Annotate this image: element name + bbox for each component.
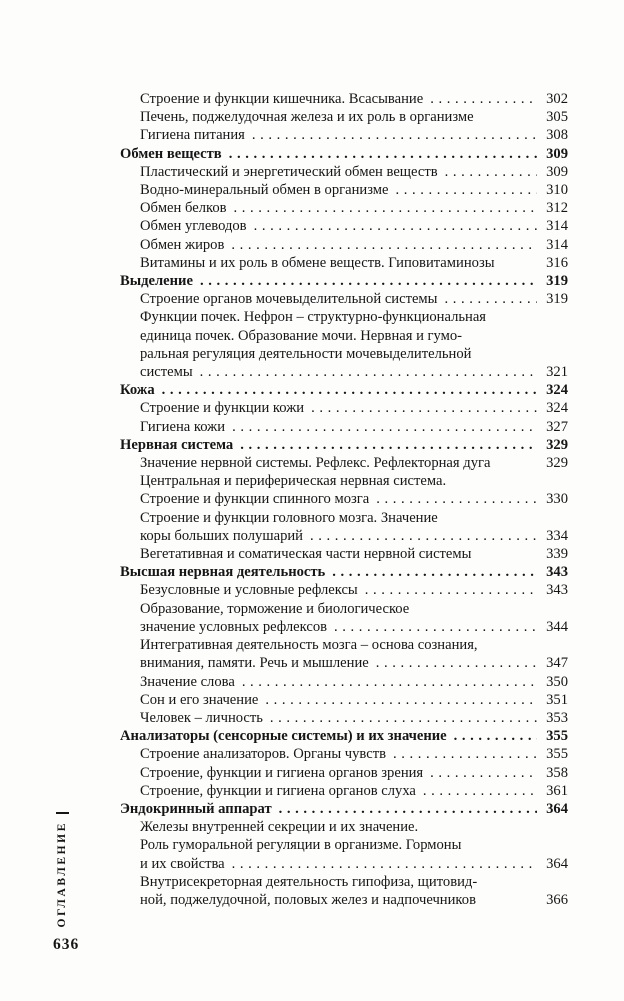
toc-entry [120,126,568,144]
dot-leader [444,290,537,308]
toc-entry-title: Анализаторы (сенсорные системы) и их значение [120,728,447,745]
toc-line [140,490,568,508]
toc-page-number: 353 [546,709,568,726]
dot-leader [254,217,537,235]
toc-entry-title: Пластический и энергетический обмен веществ [140,163,438,180]
toc-page-number: 361 [546,782,568,799]
dot-leader [252,126,537,144]
toc-line [140,545,568,563]
toc-page-number: 329 [546,455,568,472]
toc-entry [120,800,568,818]
toc-line [140,108,568,126]
sidebar-rule [56,812,69,814]
toc-line [140,90,568,108]
toc-entry-title: Строение и функции головного мозга. Значение [140,509,438,526]
dot-leader [162,381,537,399]
toc-entry [120,454,568,472]
toc-entry-title: Гигиена питания [140,127,245,144]
toc-entry [120,673,568,691]
dot-leader [334,618,537,636]
toc-line [140,163,568,181]
dot-leader [232,855,537,873]
dot-leader [310,527,537,545]
toc-page-number: 343 [546,582,568,599]
table-of-contents [120,90,568,909]
dot-leader [365,581,537,599]
toc-entry [120,600,568,636]
toc-line [140,308,568,326]
toc-line [140,327,568,345]
toc-line [140,581,568,599]
toc-entry-title: Витамины и их роль в обмене веществ. Гиповитаминозы [140,254,495,271]
toc-page-number: 327 [546,418,568,435]
toc-entry [120,782,568,800]
toc-entry [120,199,568,217]
toc-line [140,855,568,873]
toc-line [140,691,568,709]
dot-leader [376,490,537,508]
toc-line [120,563,568,581]
sidebar-caption [52,812,72,927]
toc-entry-title: Обмен белков [140,200,227,217]
toc-entry-title: Значение нервной системы. Рефлекс. Рефлекторная дуга [140,455,491,472]
toc-entry-title: Строение, функции и гигиена органов зрения [140,764,424,781]
toc-entry-title: Кожа [120,382,155,399]
toc-entry [120,818,568,873]
toc-entry-title: внимания, памяти. Речь и мышление [140,655,369,672]
toc-line [120,272,568,290]
toc-entry-title: Человек – личность [140,709,263,726]
toc-entry-title: Водно-минеральный обмен в организме [140,182,389,199]
dot-leader [265,691,537,709]
toc-page-number: 344 [546,618,568,635]
toc-page-number: 355 [546,746,568,763]
toc-entry-title: Железы внутренней секреции и их значение. [140,819,419,836]
toc-entry [120,709,568,727]
toc-page-number: 316 [546,254,568,271]
toc-entry-title: ральная регуляция деятельности мочевыделительной [140,345,472,362]
toc-page-number: 364 [546,855,568,872]
toc-entry-title: Интегративная деятельность мозга – основа сознания, [140,637,478,654]
toc-entry [120,163,568,181]
dot-leader [423,782,537,800]
toc-entry-title: Сон и его значение [140,691,259,708]
toc-page-number: 355 [546,728,568,745]
page-number: 636 [53,936,80,953]
toc-page-number: 308 [546,127,568,144]
toc-entry-title: Эндокринный аппарат [120,800,272,817]
toc-entry [120,108,568,126]
toc-entry [120,563,568,581]
toc-page-number: 330 [546,491,568,508]
toc-entry-title: Высшая нервная деятельность [120,564,326,581]
toc-page-number: 302 [546,91,568,107]
dot-leader [232,418,537,436]
toc-line [140,527,568,545]
toc-entry-title: Гигиена кожи [140,418,226,435]
toc-line [140,873,568,891]
toc-entry-title: Вегетативная и соматическая части нервной системы [140,546,472,563]
toc-line [120,436,568,454]
toc-entry-title: Обмен углеводов [140,218,247,235]
toc-entry-title: единица почек. Образование мочи. Нервная и гумо- [140,327,463,344]
dot-leader [200,272,537,290]
toc-entry [120,217,568,235]
toc-entry [120,509,568,545]
toc-line [140,891,568,909]
toc-page-number: 321 [546,364,568,381]
toc-line [140,818,568,836]
dot-leader [234,199,537,217]
toc-entry [120,418,568,436]
toc-entry-title: ной, поджелудочной, половых желез и надпочечников [140,891,476,908]
dot-leader [430,90,537,108]
toc-page-number: 366 [546,891,568,908]
dot-leader [430,764,537,782]
toc-entry [120,181,568,199]
toc-entry [120,745,568,763]
toc-page-number: 347 [546,655,568,672]
dot-leader [311,399,537,417]
toc-page-number: 312 [546,200,568,217]
toc-entry-title: коры больших полушарий [140,527,303,544]
toc-entry [120,381,568,399]
toc-entry-title: Образование, торможение и биологическое [140,600,410,617]
toc-entry-title: Безусловные и условные рефлексы [140,582,358,599]
toc-entry-title: Внутрисекреторная деятельность гипофиза, щитовид- [140,873,478,890]
toc-page-number: 334 [546,527,568,544]
dot-leader [242,673,537,691]
dot-leader [393,745,537,763]
toc-entry [120,873,568,909]
toc-line [120,381,568,399]
dot-leader [454,727,537,745]
toc-entry [120,272,568,290]
toc-entry-title: Строение анализаторов. Органы чувств [140,746,386,763]
dot-leader [332,563,537,581]
toc-entry-title: Обмен жиров [140,236,225,253]
dot-leader [445,163,537,181]
toc-page-number: 358 [546,764,568,781]
toc-line [140,199,568,217]
toc-entry [120,90,568,108]
toc-page-number: 339 [546,546,568,563]
toc-line [140,236,568,254]
toc-line [140,126,568,144]
toc-line [120,800,568,818]
dot-leader [240,436,537,454]
toc-entry-title: Строение и функции кишечника. Всасывание [140,91,424,107]
toc-entry [120,581,568,599]
toc-entry [120,545,568,563]
toc-entry-title: системы [140,364,193,381]
toc-entry-title: Роль гуморальной регуляции в организме. Гормоны [140,837,462,854]
dot-leader [396,181,538,199]
dot-leader [279,800,537,818]
toc-page-number: 314 [546,236,568,253]
toc-entry [120,764,568,782]
toc-line [140,472,568,490]
toc-page-number: 343 [546,564,568,581]
toc-line [140,254,568,272]
toc-line [140,836,568,854]
toc-line [140,764,568,782]
toc-line [140,745,568,763]
toc-entry-title: Центральная и периферическая нервная система. [140,473,447,490]
toc-line [140,618,568,636]
toc-entry-title: Печень, поджелудочная железа и их роль в организме [140,109,474,126]
toc-page-number: 329 [546,436,568,453]
toc-line [140,654,568,672]
toc-line [140,454,568,472]
toc-entry-title: Строение и функции спинного мозга [140,491,370,508]
toc-line [140,399,568,417]
toc-entry-title: и их свойства [140,855,225,872]
dot-leader [200,363,537,381]
toc-line [120,145,568,163]
toc-page-number: 309 [546,163,568,180]
toc-line [140,673,568,691]
toc-page-number: 310 [546,182,568,199]
toc-entry-title: Функции почек. Нефрон – структурно-функциональная [140,309,487,326]
toc-line [140,709,568,727]
toc-line [140,290,568,308]
toc-line [140,217,568,235]
toc-line [140,600,568,618]
toc-page-number: 319 [546,273,568,290]
toc-line [140,418,568,436]
toc-line [140,636,568,654]
toc-entry [120,290,568,308]
dot-leader [231,236,537,254]
toc-entry-title: Выделение [120,273,193,290]
toc-entry [120,145,568,163]
toc-line [120,727,568,745]
toc-page-number: 314 [546,218,568,235]
toc-line [140,782,568,800]
toc-page-number: 305 [546,109,568,126]
toc-page-number: 319 [546,291,568,308]
toc-entry-title: Строение органов мочевыделительной системы [140,291,438,308]
toc-line [140,509,568,527]
toc-entry-title: Обмен веществ [120,145,222,162]
toc-entry-title: значение условных рефлексов [140,618,328,635]
dot-leader [229,145,537,163]
toc-entry [120,308,568,381]
toc-entry-title: Строение и функции кожи [140,400,305,417]
toc-entry [120,236,568,254]
toc-entry [120,472,568,508]
toc-page-number: 324 [546,382,568,399]
toc-entry [120,691,568,709]
toc-page-number: 350 [546,673,568,690]
toc-line [140,363,568,381]
toc-entry [120,399,568,417]
toc-entry [120,254,568,272]
dot-leader [270,709,537,727]
toc-entry [120,636,568,672]
toc-page-number: 364 [546,800,568,817]
toc-page-number: 309 [546,145,568,162]
toc-line [140,345,568,363]
toc-entry-title: Строение, функции и гигиена органов слуха [140,782,416,799]
chapter-label: ОГЛАВЛЕНИЕ [56,821,68,928]
toc-entry-title: Значение слова [140,673,235,690]
toc-entry [120,436,568,454]
toc-line [140,181,568,199]
toc-page-number: 351 [546,691,568,708]
toc-entry-title: Нервная система [120,436,234,453]
toc-page-number: 324 [546,400,568,417]
dot-leader [376,654,537,672]
toc-entry [120,727,568,745]
